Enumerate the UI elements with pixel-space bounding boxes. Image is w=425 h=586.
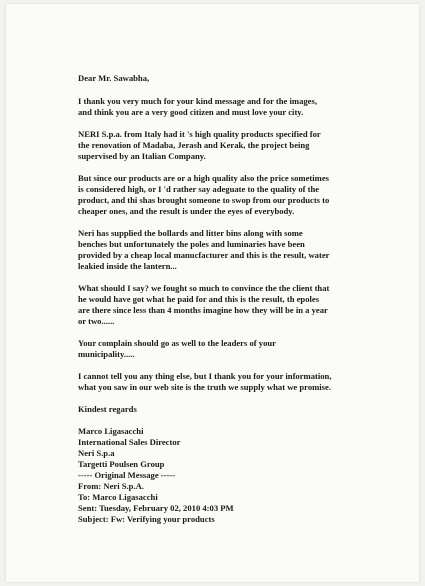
text-line: NERI S.p.a. from Italy had it 's high quality products specified for <box>78 129 321 139</box>
paragraph-what-should-i-say <box>78 283 408 327</box>
text-line: I cannot tell you any thing else, but I thank you for your information, <box>78 371 332 381</box>
signature-name: Marco Ligasacchi <box>78 426 144 436</box>
paragraph-price <box>78 173 408 217</box>
paragraph-bollards <box>78 228 408 272</box>
text-line: what you saw in our web site is the truth we supply what we promise. <box>78 382 331 392</box>
signature-block <box>78 426 408 525</box>
text-line: product, and thi shas brought someone to swop from our products to <box>78 195 330 205</box>
text-line: provided by a cheap local manucfacturer and this is the result, water <box>78 250 330 260</box>
text-line: benches but unfortunately the poles and luminaries have been <box>78 239 305 249</box>
text-line: he would have got what he paid for and this is the result, th epoles <box>78 294 320 304</box>
text-line: I thank you very much for your kind message and for the images, <box>78 96 317 106</box>
signature-company: Neri S.p.a <box>78 448 115 458</box>
text-line: is considered high, or I 'd rather say adeguate to the quality of the <box>78 184 320 194</box>
email-sent: Sent: Tuesday, February 02, 2010 4:03 PM <box>78 503 234 513</box>
paragraph-neri-spa <box>78 129 408 162</box>
letter-body <box>78 73 408 525</box>
paragraph-web-site <box>78 371 408 393</box>
signature-group: Targetti Poulsen Group <box>78 459 165 469</box>
paragraph-complain <box>78 338 408 360</box>
text-line: the renovation of Madaba, Jerash and Kerak, the project being <box>78 140 310 150</box>
email-to: To: Marco Ligasacchi <box>78 492 158 502</box>
signature-title: International Sales Director <box>78 437 181 447</box>
greeting: Dear Mr. Sawabha, <box>78 73 150 83</box>
text-line: Your complain should go as well to the leaders of your <box>78 338 276 348</box>
text-line: or two...... <box>78 316 115 326</box>
email-from: From: Neri S.p.A. <box>78 481 144 491</box>
text-line: are there since less than 4 months imagine how they will be in a year <box>78 305 328 315</box>
text-line: What should I say? we fought so much to convince the the client that <box>78 283 330 293</box>
letter-page <box>6 4 419 582</box>
text-line: and think you are a very good citizen and must love your city. <box>78 107 304 117</box>
text-line: Neri has supplied the bollards and litter bins along with some <box>78 228 303 238</box>
original-message-separator: ----- Original Message ----- <box>78 470 176 480</box>
paragraph-thanks <box>78 96 408 118</box>
text-line: municipality..... <box>78 349 135 359</box>
text-line: supervised by an Italian Company. <box>78 151 206 161</box>
text-line: leakied inside the lantern... <box>78 261 177 271</box>
closing: Kindest regards <box>78 404 137 414</box>
text-line: cheaper ones, and the result is under the eyes of everybody. <box>78 206 295 216</box>
text-line: But since our products are or a high quality also the price sometimes <box>78 173 329 183</box>
email-subject: Subject: Fw: Verifying your products <box>78 514 215 524</box>
